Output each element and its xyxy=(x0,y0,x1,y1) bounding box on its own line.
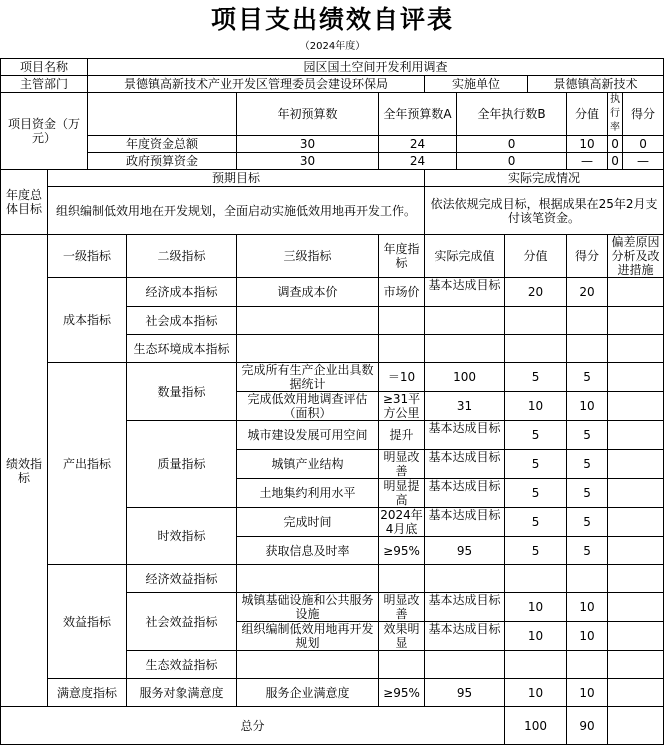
indicator-weight: 5 xyxy=(505,479,567,508)
department-value: 景德镇高新技术产业开发区管理委员会建设环保局 xyxy=(88,76,425,93)
indicator-analysis xyxy=(608,593,664,622)
indicator-score: 5 xyxy=(567,421,608,450)
project-name-label: 项目名称 xyxy=(1,59,88,76)
indicator-row xyxy=(1,363,664,392)
funds-rate: 0 xyxy=(608,153,623,170)
quality-indicator-label: 质量指标 xyxy=(127,421,237,508)
indicator-analysis xyxy=(608,622,664,651)
funds-annual: 24 xyxy=(379,153,457,170)
indicator-target: ≥95% xyxy=(379,679,425,707)
level2-header: 二级指标 xyxy=(127,235,237,278)
indicator-target: 市场价 xyxy=(379,278,425,307)
indicator-target: 明显提高 xyxy=(379,479,425,508)
actual-value-header: 实际完成值 xyxy=(425,235,505,278)
actual-completion-label: 实际完成情况 xyxy=(425,170,664,187)
indicator-weight: 5 xyxy=(505,450,567,479)
indicator-weight xyxy=(505,307,567,335)
indicator-score xyxy=(567,651,608,679)
total-score: 90 xyxy=(567,707,608,745)
indicator-actual xyxy=(425,307,505,335)
indicator-weight: 5 xyxy=(505,421,567,450)
social-benefit-label: 社会效益指标 xyxy=(127,593,237,651)
annual-goal-label: 年度总体目标 xyxy=(1,170,48,235)
funds-header-rate: 执行率 xyxy=(608,93,623,136)
analysis-header: 偏差原因分析及改进措施 xyxy=(608,235,664,278)
indicator-weight: 5 xyxy=(505,537,567,565)
funds-exec: 0 xyxy=(457,136,567,153)
funds-row-total xyxy=(1,136,664,153)
indicator-actual: 基本达成目标 xyxy=(425,508,505,537)
indicator-weight: 10 xyxy=(505,679,567,707)
indicator-actual xyxy=(425,335,505,363)
actual-completion-text: 依法依规完成目标，根据成果在25年2月支付该笔资金。 xyxy=(425,187,664,235)
indicator-weight xyxy=(505,335,567,363)
indicator-actual xyxy=(425,565,505,593)
indicator-target xyxy=(379,565,425,593)
indicator-actual xyxy=(425,651,505,679)
funds-row-name: 年度资金总额 xyxy=(88,136,237,153)
indicator-score: 5 xyxy=(567,508,608,537)
indicator-name xyxy=(237,651,379,679)
weight-header: 分值 xyxy=(505,235,567,278)
indicator-actual: 基本达成目标 xyxy=(425,450,505,479)
indicator-target: ≥95% xyxy=(379,537,425,565)
indicator-actual: 基本达成目标 xyxy=(425,479,505,508)
quantity-indicator-label: 数量指标 xyxy=(127,363,237,421)
indicator-score: 20 xyxy=(567,278,608,307)
indicator-score: 10 xyxy=(567,593,608,622)
indicator-score: 5 xyxy=(567,537,608,565)
implementing-unit-label: 实施单位 xyxy=(425,76,528,93)
total-weight: 100 xyxy=(505,707,567,745)
indicator-weight: 5 xyxy=(505,363,567,392)
indicator-name: 服务企业满意度 xyxy=(237,679,379,707)
funds-row-government xyxy=(1,153,664,170)
ecological-benefit-label: 生态效益指标 xyxy=(127,651,237,679)
funds-header-score: 得分 xyxy=(623,93,664,136)
implementing-unit-value: 景德镇高新技术 xyxy=(528,76,664,93)
service-satisfaction-label: 服务对象满意度 xyxy=(127,679,237,707)
indicator-analysis xyxy=(608,450,664,479)
total-row xyxy=(1,707,664,745)
indicator-name: 获取信息及时率 xyxy=(237,537,379,565)
indicator-row xyxy=(1,679,664,707)
indicator-target xyxy=(379,307,425,335)
indicator-weight: 10 xyxy=(505,392,567,421)
indicator-actual: 基本达成目标 xyxy=(425,593,505,622)
indicator-weight: 5 xyxy=(505,508,567,537)
funds-initial: 30 xyxy=(237,136,379,153)
indicator-analysis xyxy=(608,335,664,363)
project-name-value: 园区国土空间开发利用调查 xyxy=(88,59,664,76)
indicator-target: 明显改善 xyxy=(379,450,425,479)
score-header: 得分 xyxy=(567,235,608,278)
indicator-name xyxy=(237,307,379,335)
funds-row-name: 政府预算资金 xyxy=(88,153,237,170)
indicator-score: 10 xyxy=(567,392,608,421)
output-indicator-label: 产出指标 xyxy=(48,363,127,565)
performance-indicators-label: 绩效指标 xyxy=(1,235,48,707)
indicator-name: 城镇产业结构 xyxy=(237,450,379,479)
total-analysis xyxy=(608,707,664,745)
indicator-name xyxy=(237,335,379,363)
ecological-cost-label: 生态环境成本指标 xyxy=(127,335,237,363)
target-header: 年度指标 xyxy=(379,235,425,278)
page-subtitle-year: （2024年度） xyxy=(299,41,366,52)
indicator-analysis xyxy=(608,307,664,335)
economic-cost-label: 经济成本指标 xyxy=(127,278,237,307)
indicator-target xyxy=(379,651,425,679)
indicator-actual: 100 xyxy=(425,363,505,392)
indicator-weight xyxy=(505,565,567,593)
indicator-score: 5 xyxy=(567,363,608,392)
funds-score: — xyxy=(623,153,664,170)
indicator-row xyxy=(1,565,664,593)
indicator-name: 城镇基础设施和公共服务设施 xyxy=(237,593,379,622)
funds-score-full: 10 xyxy=(567,136,608,153)
indicator-name: 城市建设发展可用空间 xyxy=(237,421,379,450)
indicator-name xyxy=(237,565,379,593)
indicator-analysis xyxy=(608,278,664,307)
indicator-target: ＝10 xyxy=(379,363,425,392)
cost-indicator-label: 成本指标 xyxy=(48,278,127,363)
indicator-target: 明显改善 xyxy=(379,593,425,622)
indicator-analysis xyxy=(608,679,664,707)
total-label: 总分 xyxy=(1,707,505,745)
indicator-analysis xyxy=(608,479,664,508)
indicator-score xyxy=(567,565,608,593)
indicator-target: 提升 xyxy=(379,421,425,450)
social-cost-label: 社会成本指标 xyxy=(127,307,237,335)
indicator-actual: 基本达成目标 xyxy=(425,622,505,651)
funds-header-annual: 全年预算数A xyxy=(379,93,457,136)
indicator-name: 完成所有生产企业出具数据统计 xyxy=(237,363,379,392)
indicator-score xyxy=(567,307,608,335)
level1-header: 一级指标 xyxy=(48,235,127,278)
indicator-actual: 31 xyxy=(425,392,505,421)
indicator-actual: 基本达成目标 xyxy=(425,278,505,307)
indicator-name: 完成低效用地调查评估（面积） xyxy=(237,392,379,421)
indicator-analysis xyxy=(608,651,664,679)
funds-score: 0 xyxy=(623,136,664,153)
indicator-analysis xyxy=(608,392,664,421)
indicator-score: 5 xyxy=(567,450,608,479)
indicator-target xyxy=(379,335,425,363)
benefit-indicator-label: 效益指标 xyxy=(48,565,127,679)
funds-initial: 30 xyxy=(237,153,379,170)
indicator-score: 5 xyxy=(567,479,608,508)
indicator-analysis xyxy=(608,363,664,392)
indicator-actual: 95 xyxy=(425,537,505,565)
indicator-score: 10 xyxy=(567,622,608,651)
indicator-name: 调查成本价 xyxy=(237,278,379,307)
indicator-actual: 基本达成目标 xyxy=(425,421,505,450)
funds-header-initial: 年初预算数 xyxy=(237,93,379,136)
indicator-weight xyxy=(505,651,567,679)
indicator-score xyxy=(567,335,608,363)
indicator-weight: 10 xyxy=(505,622,567,651)
funds-score-full: — xyxy=(567,153,608,170)
indicator-weight: 20 xyxy=(505,278,567,307)
timeliness-indicator-label: 时效指标 xyxy=(127,508,237,565)
indicator-name: 土地集约利用水平 xyxy=(237,479,379,508)
indicator-name: 完成时间 xyxy=(237,508,379,537)
page-title: 项目支出绩效自评表 xyxy=(210,5,454,34)
indicator-name: 组织编制低效用地再开发规划 xyxy=(237,622,379,651)
expected-goal-label: 预期目标 xyxy=(48,170,425,187)
indicator-analysis xyxy=(608,508,664,537)
indicator-target: ≥31平方公里 xyxy=(379,392,425,421)
indicator-weight: 10 xyxy=(505,593,567,622)
indicator-analysis xyxy=(608,537,664,565)
indicator-score: 10 xyxy=(567,679,608,707)
indicator-analysis xyxy=(608,565,664,593)
indicator-actual: 95 xyxy=(425,679,505,707)
indicator-row xyxy=(1,278,664,307)
funds-exec: 0 xyxy=(457,153,567,170)
indicator-analysis xyxy=(608,421,664,450)
funds-rate: 0 xyxy=(608,136,623,153)
funds-blank-header xyxy=(88,93,237,136)
indicator-target: 2024年4月底 xyxy=(380,508,423,536)
evaluation-table xyxy=(0,58,664,745)
funds-header-exec: 全年执行数B xyxy=(457,93,567,136)
department-label: 主管部门 xyxy=(1,76,88,93)
funds-header-score-full: 分值 xyxy=(567,93,608,136)
expected-goal-text: 组织编制低效用地在开发规划，全面启动实施低效用地再开发工作。 xyxy=(48,187,425,235)
economic-benefit-label: 经济效益指标 xyxy=(127,565,237,593)
satisfaction-indicator-label: 满意度指标 xyxy=(48,679,127,707)
funds-annual: 24 xyxy=(379,136,457,153)
funds-label: 项目资金（万元） xyxy=(1,93,88,170)
level3-header: 三级指标 xyxy=(237,235,379,278)
indicator-target: 效果明显 xyxy=(379,622,425,651)
